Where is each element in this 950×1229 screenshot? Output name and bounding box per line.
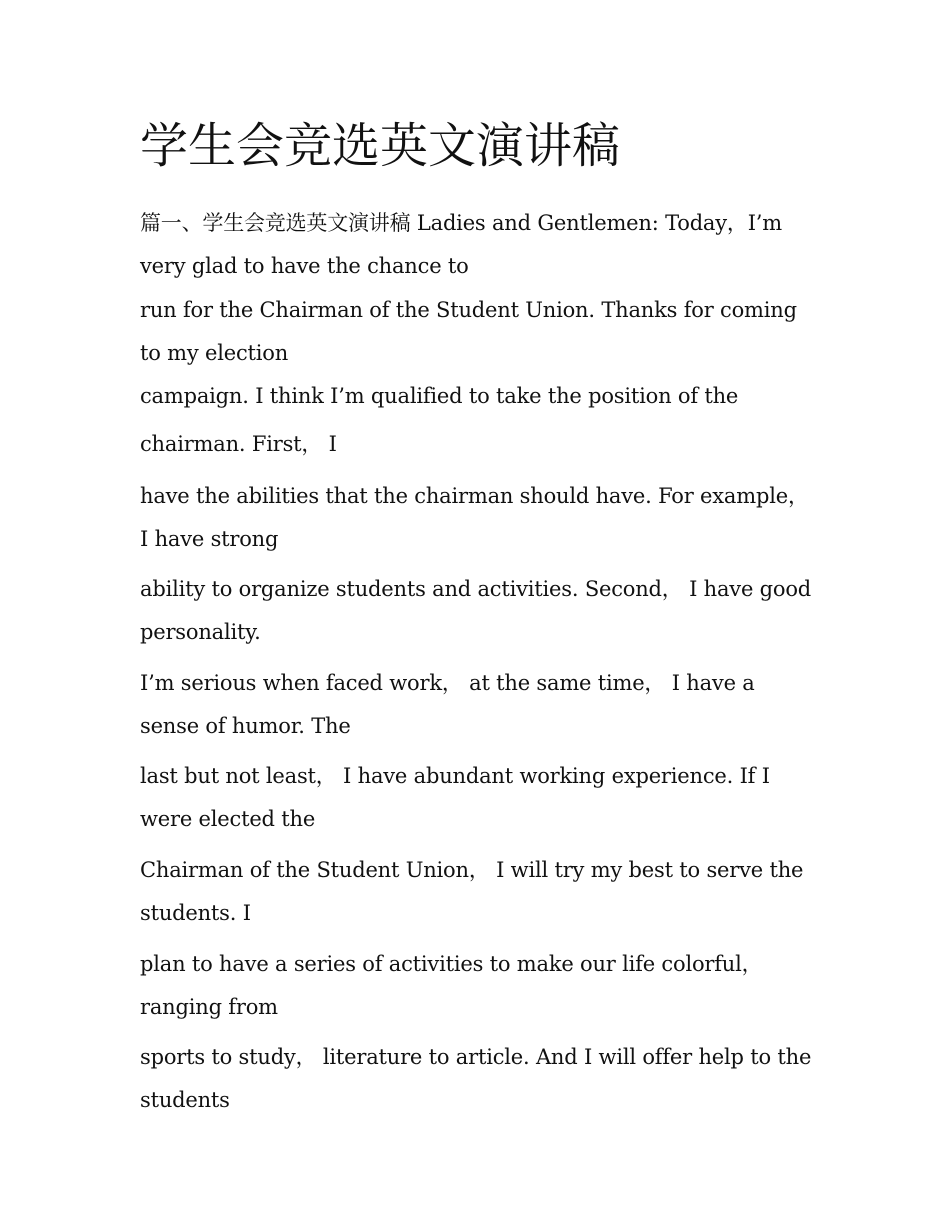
paragraph: plan to have a series of activities to make our life colorful，ranging from bbox=[140, 952, 763, 1019]
paragraph: 篇一、学生会竞选英文演讲稿 Ladies and Gentlemen: Today，I’m very glad to have the chance to bbox=[140, 211, 782, 278]
paragraph: have the abilities that the chairman should have. For example， I have strong bbox=[140, 484, 809, 551]
paragraph: chairman. First， I bbox=[140, 432, 337, 456]
paragraph: Chairman of the Student Union， I will try my best to serve the students. I bbox=[140, 858, 804, 925]
paragraph: sports to study， literature to article. And I will offer help to the students bbox=[140, 1045, 812, 1112]
paragraph: campaign. I think I’m qualified to take the position of the bbox=[140, 384, 739, 408]
paragraph: I’m serious when faced work， at the same time， I have a sense of humor. The bbox=[140, 671, 755, 738]
paragraph: ability to organize students and activities. Second， I have good personality. bbox=[140, 577, 812, 644]
paragraph: last but not least， I have abundant working experience. If I were elected the bbox=[140, 764, 770, 831]
paragraph: run for the Chairman of the Student Union. Thanks for coming to my election bbox=[140, 298, 797, 365]
document-title: 学生会竞选英文演讲稿 bbox=[140, 118, 621, 174]
